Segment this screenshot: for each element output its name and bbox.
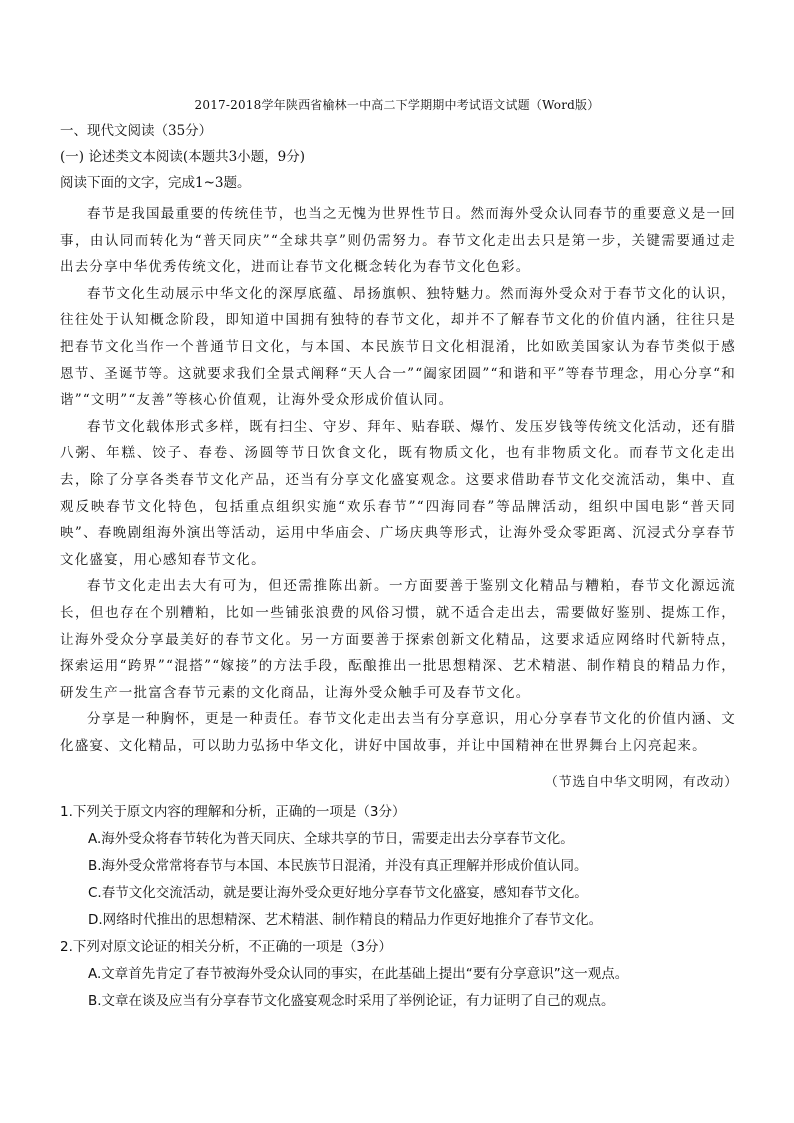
document-title: 2017-2018学年陕西省榆林一中高二下学期期中考试语文试题（Word版）	[194, 98, 600, 112]
question-option: A.文章首先肯定了春节被海外受众认同的事实，在此基础上提出“要有分享意识”这一观点。	[88, 966, 629, 982]
question-stem: 2.下列对原文论证的相关分析，不正确的一项是（3分）	[60, 939, 392, 955]
question-option: C.春节文化交流活动，就是要让海外受众更好地分享春节文化盛宴，感知春节文化。	[88, 885, 588, 901]
question-option: A.海外受众将春节转化为普天同庆、全球共享的节日，需要走出去分享春节文化。	[88, 831, 574, 847]
subsection-heading: (一) 论述类文本阅读(本题共3小题，9分)	[60, 149, 306, 165]
passage-paragraph: 春节文化生动展示中华文化的深厚底蕴、昂扬旗帜、独特魅力。然而海外受众对于春节文化的认识，往往处于认知概念阶段，即知道中国拥有独特的春节文化，却并不了解春节文化的价值内涵，往往只是把春节文化当作一个普通节日文化，与本国、本民族节日文化相混淆，比如欧美国家认为春节类似于感恩节、圣诞节等。这就要求我们全景式阐释“天人合一”“阖家团圆”“和谐和平”等春节理念，用心分享“和谐”“文明”“友善”等核心价值观，让海外受众形成价值认同。	[60, 285, 736, 409]
passage-paragraph: 分享是一种胸怀，更是一种责任。春节文化走出去当有分享意识，用心分享春节文化的价值内涵、文化盛宴、文化精品，可以助力弘扬中华文化，讲好中国故事，并让中国精神在世界舞台上闪亮起来。	[60, 711, 736, 754]
section-heading: 一、现代文阅读（35分）	[60, 123, 213, 139]
passage-paragraph: 春节是我国最重要的传统佳节，也当之无愧为世界性节日。然而海外受众认同春节的重要意义是一回事，由认同而转化为“普天同庆”“全球共享”则仍需努力。春节文化走出去只是第一步，关键需要通过走出去分享中华优秀传统文化，进而让春节文化概念转化为春节文化色彩。	[60, 206, 736, 276]
reading-passage	[60, 201, 736, 759]
question-option: B.文章在谈及应当有分享春节文化盛宴观念时采用了举例论证，有力证明了自己的观点。	[88, 993, 615, 1009]
passage-paragraph: 春节文化走出去大有可为，但还需推陈出新。一方面要善于鉴别文化精品与糟粕，春节文化源远流长，但也存在个别糟粕，比如一些铺张浪费的风俗习惯，就不适合走出去，需要做好鉴别、提炼工作，让海外受众分享最美好的春节文化。另一方面要善于探索创新文化精品，这要求适应网络时代新特点，探索运用“跨界”“混搭”“嫁接”的方法手段，酝酿推出一批思想精深、艺术精湛、制作精良的精品力作，研发生产一批富含春节元素的文化商品，让海外受众触手可及春节文化。	[60, 578, 736, 701]
source-note: （节选自中华文明网，有改动）	[544, 775, 738, 790]
question-option: B.海外受众常常将春节与本国、本民族节日混淆，并没有真正理解并形成价值认同。	[88, 858, 588, 874]
question-stem: 1.下列关于原文内容的理解和分析，正确的一项是（3分）	[60, 804, 406, 820]
passage-paragraph: 春节文化载体形式多样，既有扫尘、守岁、拜年、贴春联、爆竹、发压岁钱等传统文化活动，还有腊八粥、年糕、饺子、春卷、汤圆等节日饮食文化，既有物质文化，也有非物质文化。而春节文化走出去，除了分享各类春节文化产品，还当有分享文化盛宴观念。这要求借助春节文化交流活动，集中、直观反映春节文化特色，包括重点组织实施“欢乐春节”“四海同春”等品牌活动，组织中国电影“普天同映”、春晚剧组海外演出等活动，运用中华庙会、广场庆典等形式，让海外受众零距离、沉浸式分享春节文化盛宴，用心感知春节文化。	[60, 418, 736, 568]
question-option: D.网络时代推出的思想精深、艺术精湛、制作精良的精品力作更好地推介了春节文化。	[88, 912, 603, 928]
reading-instruction: 阅读下面的文字，完成1~3题。	[60, 175, 251, 191]
